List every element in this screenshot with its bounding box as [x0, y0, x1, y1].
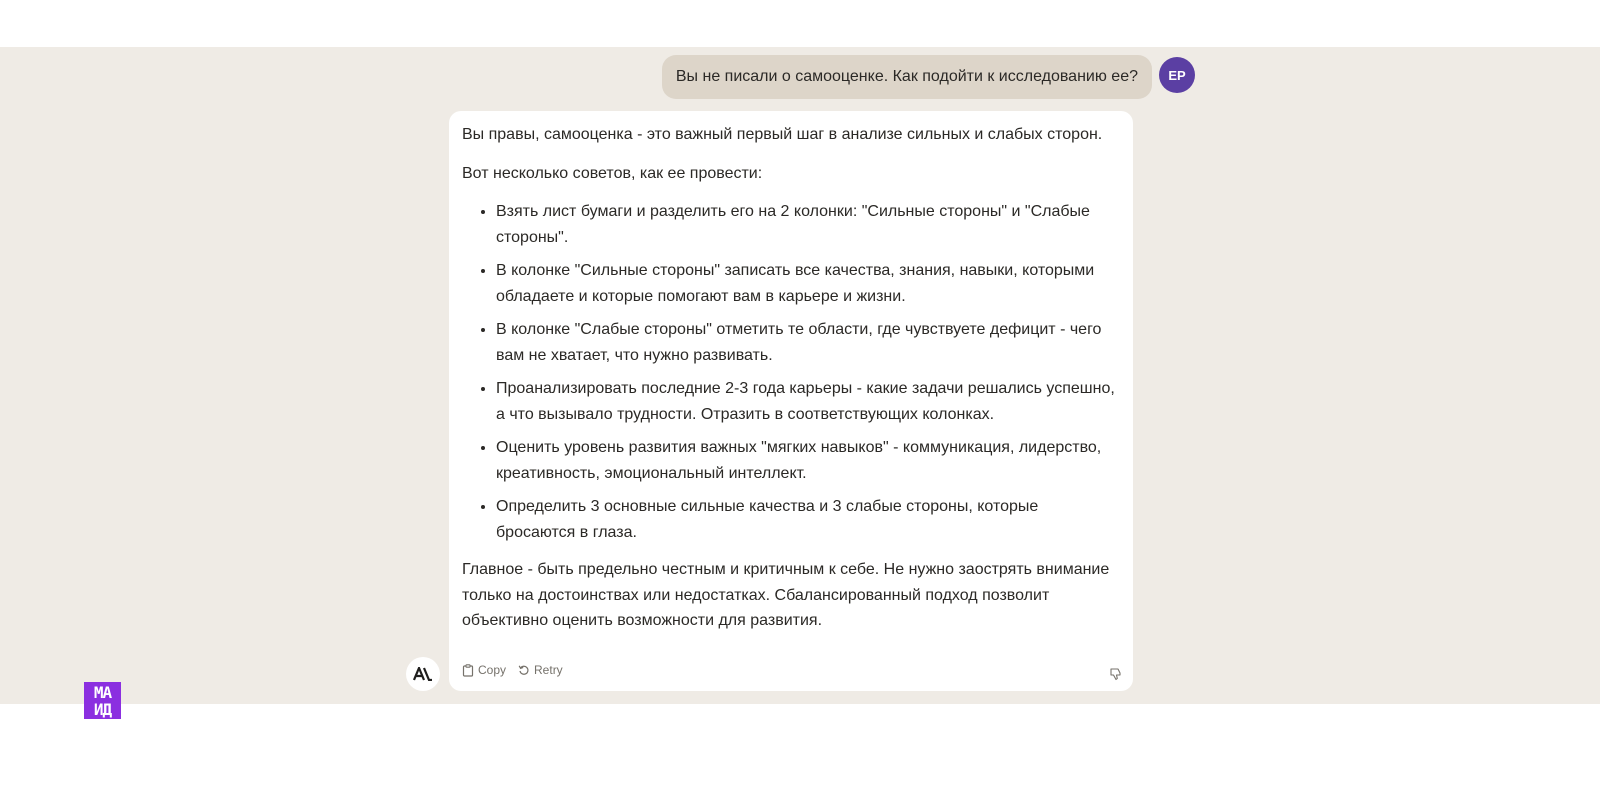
list-item: • Проанализировать последние 2-3 года карьеры - какие задачи решались успешно, а что вызывало трудности. Отразить в соответствующих колонках. — [496, 376, 1120, 427]
assistant-avatar — [406, 657, 440, 691]
watermark-line-1: МА — [93, 682, 112, 702]
message-actions — [462, 658, 563, 684]
watermark-line-2: ИД — [93, 699, 112, 719]
list-item: • В колонке "Сильные стороны" записать все качества, знания, навыки, которыми обладаете и которые помогают вам в карьере и жизни. — [496, 258, 1120, 309]
assistant-intro: Вы правы, самооценка - это важный первый шаг в анализе сильных и слабых сторон. — [462, 126, 1103, 143]
assistant-lead: Вот несколько советов, как ее провести: — [462, 164, 763, 182]
retry-label: Retry — [534, 662, 563, 677]
user-message-row — [0, 55, 1600, 101]
anthropic-logo-icon — [413, 667, 433, 681]
assistant-conclusion: Главное - быть предельно честным и критичным к себе. Не нужно заострять внимание только на достоинствах или недостатках. Сбалансированный подход позволит объективно оценить возможности для развития. — [462, 561, 1110, 629]
advice-list — [462, 199, 1120, 545]
retry-icon — [518, 664, 530, 676]
list-item: • Оценить уровень развития важных "мягких навыков" - коммуникация, лидерство, креативность, эмоциональный интеллект. — [496, 435, 1120, 486]
user-avatar-initials: EP — [1168, 67, 1186, 83]
list-item: • В колонке "Слабые стороны" отметить те области, где чувствуете дефицит - чего вам не хватает, что нужно развивать. — [496, 317, 1120, 368]
clipboard-icon — [462, 664, 474, 677]
assistant-message-card — [449, 111, 1133, 691]
user-message-text: Вы не писали о самооценке. Как подойти к исследованию ее? — [675, 68, 1138, 85]
list-item: • Взять лист бумаги и разделить его на 2 колонки: "Сильные стороны" и "Слабые стороны". — [496, 199, 1120, 250]
list-item: • Определить 3 основные сильные качества и 3 слабые стороны, которые бросаются в глаза. — [496, 494, 1120, 545]
user-avatar[interactable] — [1159, 57, 1195, 93]
watermark-logo — [84, 682, 121, 719]
copy-label: Copy — [478, 662, 507, 677]
user-message-bubble — [662, 55, 1152, 99]
copy-button[interactable] — [462, 658, 506, 684]
retry-button[interactable] — [518, 658, 563, 684]
thumbs-down-icon[interactable] — [1109, 667, 1123, 681]
